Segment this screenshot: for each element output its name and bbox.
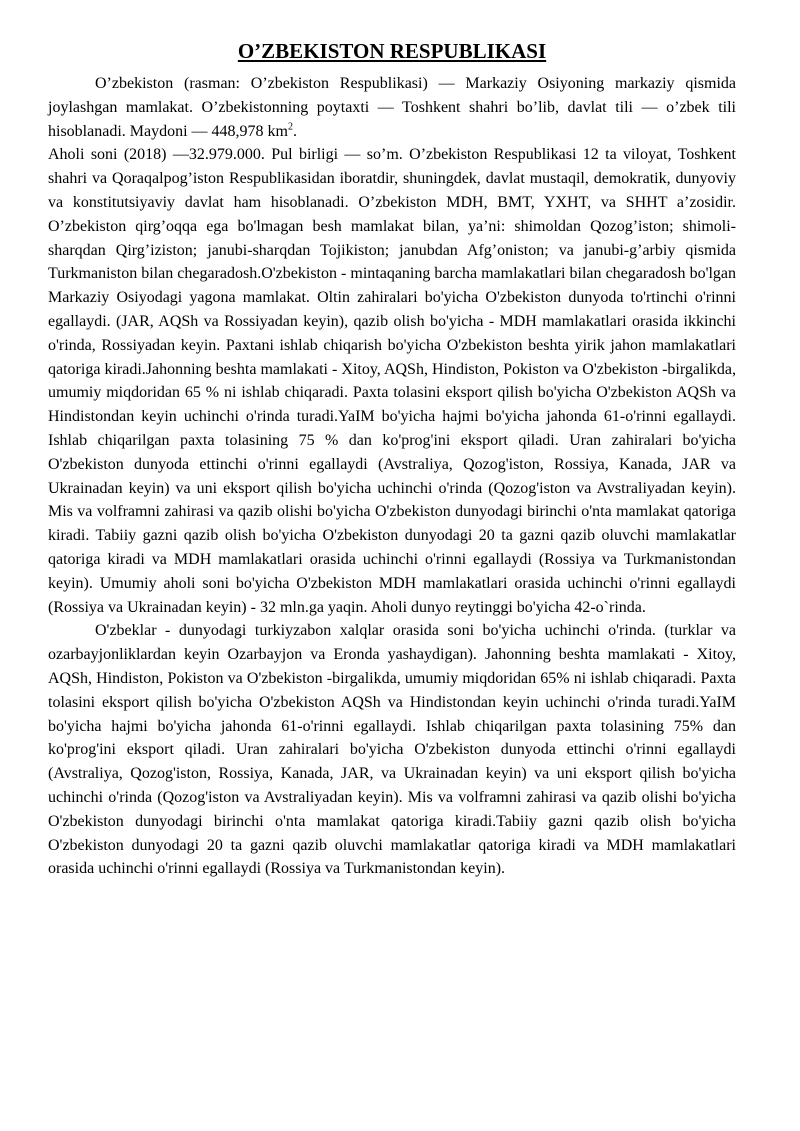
intro-paragraph	[48, 72, 736, 143]
page-title: O’ZBEKISTON RESPUBLIKASI	[237, 39, 547, 63]
population-paragraph: Aholi soni (2018) —32.979.000. Pul birligi — so’m. O’zbekiston Respublikasi 12 ta viloyat, Toshkent shahri va Qoraqalpog’iston Respublikasidan iboratdir, shuningdek, davlat mustaqil, demokratik, dunyoviy va konstitutsiyaviy davlat ham hisoblanadi. O’zbekiston MDH, BMT, YXHT, va SHHT a’zosidir. O’zbekiston qirg’oqqa ega bo'lmagan besh mamlakat bilan, ya’ni: shimoldan Qozog’iston; shimoli-sharqdan Qirg’iziston; janubi-sharqdan Tojikiston; janubdan Afg’oniston; va janubi-g’arbiy qismida Turkmaniston bilan chegaradosh.O'zbekiston - mintaqaning barcha mamlakatlari bilan chegaradosh bo'lgan Markaziy Osiyodagi yagona mamlakat. Oltin zahiralari bo'yicha O'zbekiston dunyoda to'rtinchi o'rinni egallaydi. (JAR, AQSh va Rossiyadan keyin), qazib olish bo'yicha - MDH mamlakatlari orasida ikkinchi o'rinda, Rossiyadan keyin. Paxtani ishlab chiqarish bo'yicha O'zbekiston beshta yirik jahon mamlakatlari qatoriga kiradi.Jahonning beshta mamlakati - Xitoy, AQSh, Hindiston, Pokiston va O'zbekiston -birgalikda, umumiy miqdoridan 65 % ni ishlab chiqaradi. Paxta tolasini eksport qilish bo'yicha O'zbekiston AQSh va Hindistondan keyin uchinchi o'rinda turadi.YaIM bo'yicha hajmi bo'yicha jahonda 61-o'rinni egallaydi. Ishlab chiqarilgan paxta tolasining 75 % dan ko'prog'ini eksport qiladi. Uran zahiralari bo'yicha O'zbekiston dunyoda ettinchi o'rinni egallaydi (Avstraliya, Qozog'iston, Rossiya, Kanada, JAR va Ukrainadan keyin) va uni eksport qilish bo'yicha uchinchi o'rinda (Qozog'iston va Avstraliyadan keyin). Mis va volframni zahirasi va qazib olishi bo'yicha O'zbekiston dunyodagi birinchi o'nta mamlakat qatoriga kiradi. Tabiiy gazni qazib olish bo'yicha O'zbekiston dunyodagi 20 ta gazni qazib oluvchi mamlakatlar qatoriga kiradi va MDH mamlakatlari orasida uchinchi o'rinni egallaydi (Rossiya va Turkmanistondan keyin). Umumiy aholi soni bo'yicha O'zbekiston MDH mamlakatlari orasida uchinchi o'rinni egallaydi (Rossiya va Ukrainadan keyin) - 32 mln.ga yaqin. Aholi dunyo reytinggi bo'yicha 42-o`rinda.	[48, 146, 736, 616]
area-unit-superscript: 2	[287, 121, 293, 133]
uzbeks-paragraph: O'zbeklar - dunyodagi turkiyzabon xalqlar orasida soni bo'yicha uchinchi o'rinda. (turklar va ozarbayjonliklardan keyin Ozarbayjon va Eronda yashaydigan). Jahonning beshta mamlakati - Xitoy, AQSh, Hindiston, Pokiston va O'zbekiston -birgalikda, umumiy miqdoridan 65% ni ishlab chiqaradi. Paxta tolasini eksport qilish bo'yicha O'zbekiston AQSh va Hindistondan keyin uchinchi o'rinda turadi.YaIM bo'yicha hajmi bo'yicha jahonda 61-o'rinni egallaydi. Ishlab chiqarilgan paxta tolasining 75% dan ko'prog'ini eksport qiladi. Uran zahiralari bo'yicha O'zbekiston dunyoda ettinchi o'rinni egallaydi (Avstraliya, Qozog'iston, Rossiya, Kanada, JAR, va Ukrainadan keyin) va uni eksport qilish bo'yicha uchinchi o'rinda (Qozog'iston va Avstraliyadan keyin). Mis va volframni zahirasi va qazib olishi bo'yicha O'zbekiston dunyodagi birinchi o'nta mamlakat qatoriga kiradi.Tabiiy gazni qazib olish bo'yicha O'zbekiston dunyodagi 20 ta gazni qazib oluvchi mamlakatlar qatoriga kiradi va MDH mamlakatlari orasida uchinchi o'rinni egallaydi (Rossiya va Turkmanistondan keyin).	[48, 622, 736, 878]
intro-tail: .	[292, 122, 297, 140]
document-page	[48, 36, 736, 881]
intro-text: O’zbekiston (rasman: O’zbekiston Respublikasi) — Markaziy Osiyoning markaziy qismida joylashgan mamlakat. O’zbekistonning poytaxti — Toshkent shahri bo’lib, davlat tili — o’zbek tili hisoblanadi. Maydoni — 448,978 km	[48, 75, 736, 140]
